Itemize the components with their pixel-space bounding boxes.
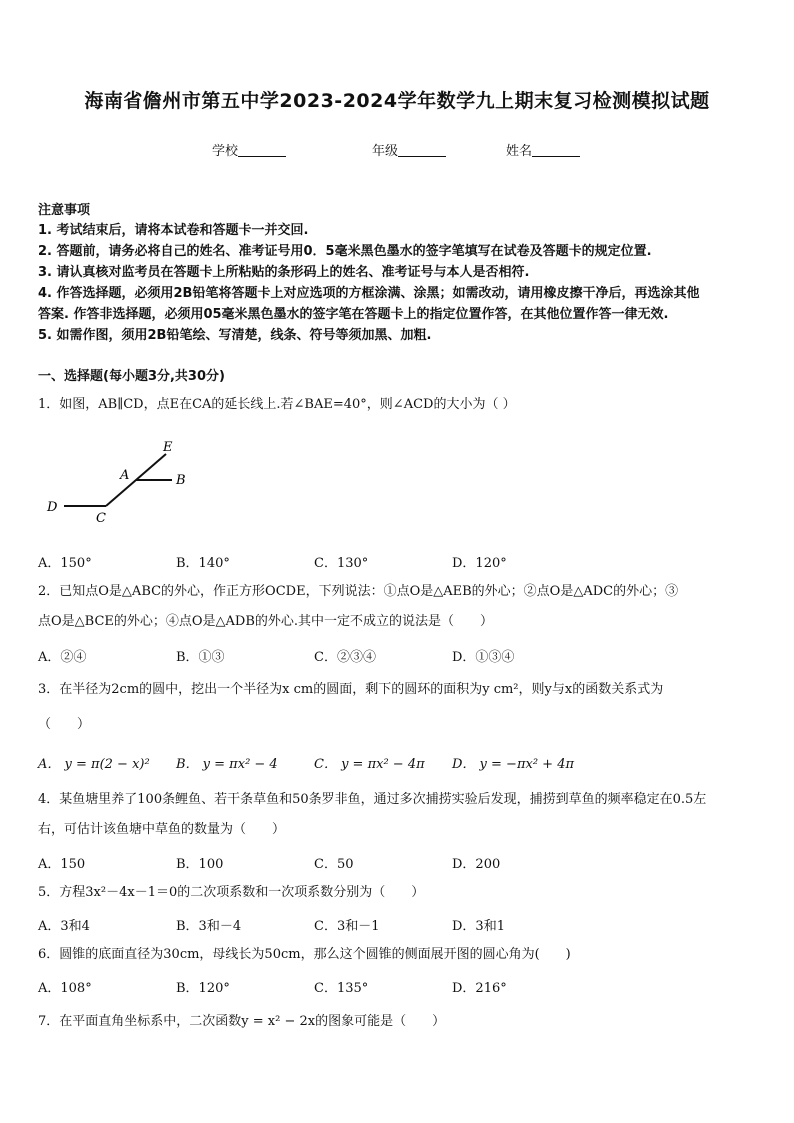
q3-option-d[interactable]: D． y = −πx² + 4π: [452, 757, 575, 772]
note-item: 答案. 作答非选择题，必须用05毫米黑色墨水的签字笔在答题卡上的指定位置作答，在其他位置作答一律无效.: [38, 307, 669, 322]
q4-option-a[interactable]: A．150: [38, 857, 86, 872]
label-c: C: [96, 511, 106, 526]
name-label: 姓名: [506, 144, 533, 159]
q5-option-a[interactable]: A．3和4: [38, 919, 90, 934]
school-blank[interactable]: [238, 143, 286, 157]
question-7-stem: 7．在平面直角坐标系中，二次函数y = x² − 2x的图象可能是（ ）: [38, 1014, 446, 1029]
question-6-stem: 6．圆锥的底面直径为30cm，母线长为50cm，那么这个圆锥的侧面展开图的圆心角为( ): [38, 947, 571, 962]
q5-option-c[interactable]: C．3和－1: [314, 919, 380, 934]
q1-option-d[interactable]: D．120°: [452, 556, 507, 571]
name-field[interactable]: [506, 140, 580, 159]
q3-option-a[interactable]: A． y = π(2 − x)²: [38, 757, 150, 772]
q3-option-b[interactable]: B． y = πx² − 4: [176, 757, 278, 772]
question-4-stem-cont: 右，可估计该鱼塘中草鱼的数量为（ ）: [38, 822, 286, 837]
q5-option-b[interactable]: B．3和－4: [176, 919, 242, 934]
question-3-stem-cont: （ ）: [38, 717, 91, 732]
note-item: 2. 答题前，请务必将自己的姓名、准考证号用0．5毫米黑色墨水的签字笔填写在试卷及答题卡的规定位置.: [38, 244, 652, 259]
name-blank[interactable]: [532, 143, 580, 157]
q6-option-b[interactable]: B．120°: [176, 981, 230, 996]
q2-option-d[interactable]: D．①③④: [452, 650, 515, 665]
q1-figure: [40, 432, 210, 532]
grade-field[interactable]: [372, 140, 446, 159]
notes-heading: 注意事项: [38, 203, 91, 218]
question-1-stem: 1．如图，AB∥CD，点E在CA的延长线上.若∠BAE=40°，则∠ACD的大小为（ ）: [38, 397, 516, 412]
q4-option-d[interactable]: D．200: [452, 857, 501, 872]
q1-option-a[interactable]: A．150°: [38, 556, 92, 571]
q3-option-c[interactable]: C． y = πx² − 4π: [314, 757, 425, 772]
section-heading: 一、选择题(每小题3分,共30分): [38, 369, 225, 384]
school-label: 学校: [212, 144, 239, 159]
question-3-stem: 3．在半径为2cm的圆中，挖出一个半径为x cm的圆面，剩下的圆环的面积为y cm²，则y与x的函数关系式为: [38, 682, 664, 697]
note-item: 1. 考试结束后，请将本试卷和答题卡一并交回.: [38, 223, 309, 238]
q6-option-a[interactable]: A．108°: [38, 981, 92, 996]
q6-option-c[interactable]: C．135°: [314, 981, 369, 996]
note-item: 3. 请认真核对监考员在答题卡上所粘贴的条形码上的姓名、准考证号与本人是否相符.: [38, 265, 530, 280]
q4-option-c[interactable]: C．50: [314, 857, 354, 872]
q1-option-c[interactable]: C．130°: [314, 556, 369, 571]
q1-option-b[interactable]: B．140°: [176, 556, 230, 571]
q6-option-d[interactable]: D．216°: [452, 981, 507, 996]
question-5-stem: 5．方程3x²－4x－1＝0的二次项系数和一次项系数分别为（ ）: [38, 885, 425, 900]
school-field[interactable]: [212, 140, 286, 159]
grade-blank[interactable]: [398, 143, 446, 157]
q4-option-b[interactable]: B．100: [176, 857, 224, 872]
q2-option-c[interactable]: C．②③④: [314, 650, 376, 665]
q2-option-b[interactable]: B．①③: [176, 650, 225, 665]
grade-label: 年级: [372, 144, 399, 159]
q2-option-a[interactable]: A．②④: [38, 650, 87, 665]
question-2-stem-cont: 点O是△BCE的外心；④点O是△ADB的外心.其中一定不成立的说法是（ ）: [38, 614, 494, 629]
label-b: B: [176, 473, 186, 488]
label-e: E: [163, 440, 173, 455]
question-2-stem: 2．已知点O是△ABC的外心，作正方形OCDE，下列说法：①点O是△AEB的外心；②点O是△ADC的外心；③: [38, 584, 679, 599]
page-title: 海南省儋州市第五中学2023-2024学年数学九上期末复习检测模拟试题: [84, 90, 710, 112]
label-d: D: [47, 500, 58, 515]
note-item: 5. 如需作图，须用2B铅笔绘、写清楚，线条、符号等须加黑、加粗.: [38, 328, 432, 343]
note-item: 4. 作答选择题，必须用2B铅笔将答题卡上对应选项的方框涂满、涂黑；如需改动，请用橡皮擦干净后，再选涂其他: [38, 286, 700, 301]
q5-option-d[interactable]: D．3和1: [452, 919, 505, 934]
question-4-stem: 4．某鱼塘里养了100条鲤鱼、若干条草鱼和50条罗非鱼，通过多次捕捞实验后发现，捕捞到草鱼的频率稳定在0.5左: [38, 792, 707, 807]
label-a: A: [120, 468, 130, 483]
